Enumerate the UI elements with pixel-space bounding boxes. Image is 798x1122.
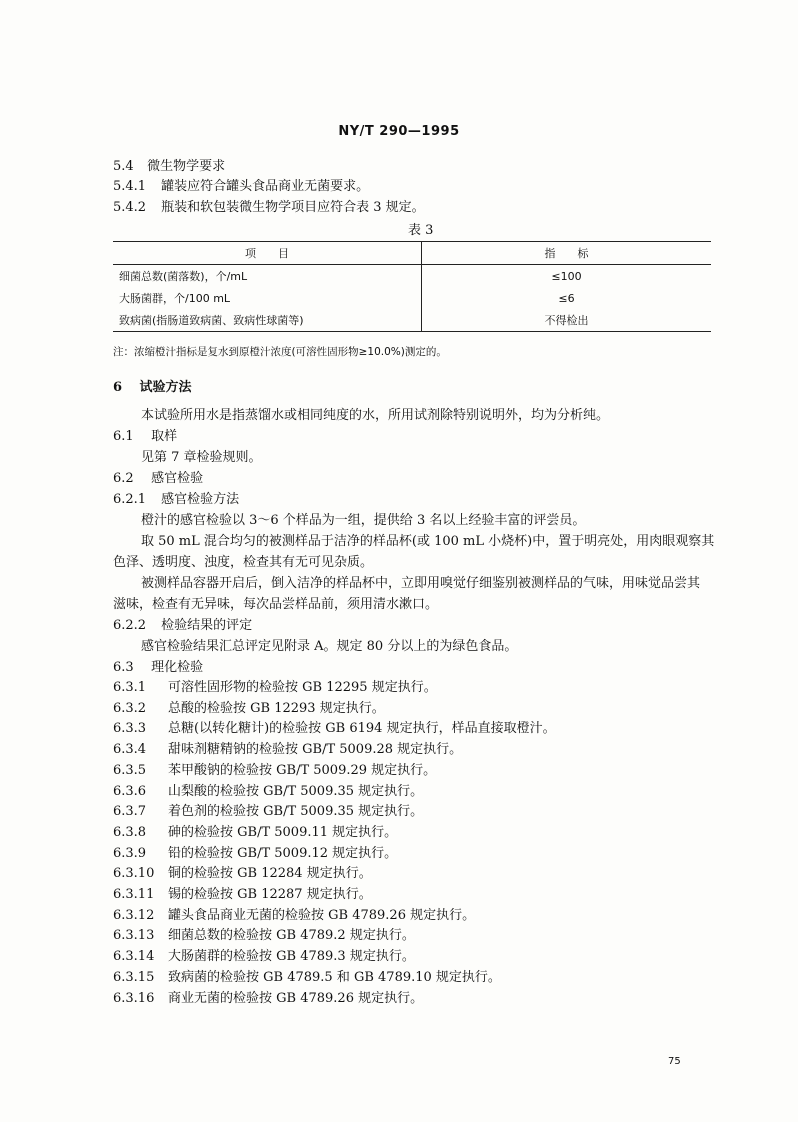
section-title: 检验结果的评定 xyxy=(161,618,253,633)
table-row xyxy=(113,287,711,309)
paragraph: 本试验所用水是指蒸馏水或相同纯度的水，所用试剂除特别说明外，均为分析纯。 xyxy=(141,408,610,423)
paragraph: 被测样品容器开启后，倒入洁净的样品杯中，立即用嗅觉仔细鉴别被测样品的气味，用味觉品尝其 xyxy=(141,576,701,591)
list-item xyxy=(113,719,556,740)
section-5-4-1 xyxy=(113,177,369,197)
item-text: 苯甲酸钠的检验按 GB/T 5009.29 规定执行。 xyxy=(168,762,437,778)
item-number: 6.3.15 xyxy=(113,969,155,985)
section-number: 6.2 xyxy=(113,471,134,486)
item-number: 6.3.2 xyxy=(113,700,147,716)
section-6-2-1 xyxy=(113,490,239,510)
page-header: NY/T 290—1995 xyxy=(338,124,460,139)
test-method-list xyxy=(113,678,556,1009)
table-cell: ≤6 xyxy=(558,291,575,305)
table-note: 注：浓缩橙汁指标是复水到原橙汁浓度(可溶性固形物≥10.0%)测定的。 xyxy=(113,346,447,358)
list-item xyxy=(113,844,556,865)
item-text: 可溶性固形物的检验按 GB 12295 规定执行。 xyxy=(168,680,437,695)
header-index: 指 标 xyxy=(422,242,712,265)
section-5-4-2 xyxy=(113,198,425,218)
paragraph: 见第 7 章检验规则。 xyxy=(141,450,262,465)
microbiology-table xyxy=(113,241,711,332)
item-number: 6.3.6 xyxy=(113,783,147,799)
item-text: 砷的检验按 GB/T 5009.11 规定执行。 xyxy=(168,824,398,840)
table-cell: 细菌总数(菌落数)，个/mL xyxy=(113,265,422,288)
section-6-1 xyxy=(113,427,177,447)
section-text: 罐装应符合罐头食品商业无菌要求。 xyxy=(161,179,370,194)
section-6 xyxy=(113,378,192,398)
section-title: 试验方法 xyxy=(139,380,192,395)
section-text: 瓶装和软包装微生物学项目应符合表 3 规定。 xyxy=(161,200,425,215)
paragraph: 取 50 mL 混合均匀的被测样品于洁净的样品杯(或 100 mL 小烧杯)中，置于明亮处，用肉眼观察其 xyxy=(141,534,715,549)
section-number: 6.2.2 xyxy=(113,618,147,633)
list-item xyxy=(113,782,556,803)
section-number: 5.4.1 xyxy=(113,179,147,194)
item-number: 6.3.3 xyxy=(113,721,147,737)
item-text: 致病菌的检验按 GB 4789.5 和 GB 4789.10 规定执行。 xyxy=(168,969,501,985)
table-cell: 不得检出 xyxy=(422,309,712,332)
list-item xyxy=(113,926,556,947)
item-number: 6.3.1 xyxy=(113,680,147,695)
list-item xyxy=(113,864,556,885)
section-6-3 xyxy=(113,658,203,678)
item-number: 6.3.14 xyxy=(113,949,155,965)
list-item xyxy=(113,885,556,906)
paragraph-continued: 色泽、透明度、浊度，检查其有无可见杂质。 xyxy=(113,555,374,570)
item-text: 总酸的检验按 GB 12293 规定执行。 xyxy=(168,700,385,716)
list-item xyxy=(113,740,556,761)
item-number: 6.3.7 xyxy=(113,804,147,820)
item-number: 6.3.8 xyxy=(113,824,147,840)
section-number: 5.4.2 xyxy=(113,200,147,215)
section-title: 感官检验方法 xyxy=(161,492,240,507)
list-item xyxy=(113,906,556,927)
section-5-4 xyxy=(113,157,225,177)
section-title: 取样 xyxy=(151,429,178,444)
table-cell: 大肠菌群，个/100 mL xyxy=(113,287,422,309)
table-cell: ≤100 xyxy=(551,269,582,283)
item-text: 商业无菌的检验按 GB 4789.26 规定执行。 xyxy=(168,990,424,1006)
item-number: 6.3.12 xyxy=(113,907,155,923)
item-number: 6.3.11 xyxy=(113,887,155,903)
section-number: 6.1 xyxy=(113,429,134,444)
paragraph: 橙汁的感官检验以 3～6 个样品为一组，提供给 3 名以上经验丰富的评尝员。 xyxy=(141,513,586,528)
list-item xyxy=(113,968,556,989)
item-text: 铜的检验按 GB 12284 规定执行。 xyxy=(168,866,372,882)
item-text: 着色剂的检验按 GB/T 5009.35 规定执行。 xyxy=(168,804,424,820)
item-text: 细菌总数的检验按 GB 4789.2 规定执行。 xyxy=(168,928,415,944)
section-number: 6.2.1 xyxy=(113,492,147,507)
list-item xyxy=(113,678,556,699)
list-item xyxy=(113,989,556,1010)
page-number: 75 xyxy=(668,1056,681,1067)
list-item xyxy=(113,947,556,968)
section-title: 微生物学要求 xyxy=(147,159,226,174)
section-6-2-2 xyxy=(113,616,252,636)
table-header-row xyxy=(113,242,711,265)
item-text: 总糖(以转化糖计)的检验按 GB 6194 规定执行，样品直接取橙汁。 xyxy=(168,721,556,737)
table-cell: 致病菌(指肠道致病菌、致病性球菌等) xyxy=(113,309,422,332)
header-item: 项 目 xyxy=(113,242,422,265)
item-text: 罐头食品商业无菌的检验按 GB 4789.26 规定执行。 xyxy=(168,907,476,923)
section-number: 6 xyxy=(113,380,123,395)
list-item xyxy=(113,699,556,720)
item-text: 甜味剂糖精钠的检验按 GB/T 5009.28 规定执行。 xyxy=(168,742,463,758)
list-item xyxy=(113,761,556,782)
section-number: 6.3 xyxy=(113,660,134,675)
section-number: 5.4 xyxy=(113,159,134,174)
paragraph-continued: 滋味，检查有无异味，每次品尝样品前，须用清水漱口。 xyxy=(113,597,439,612)
list-item xyxy=(113,802,556,823)
table-row xyxy=(113,265,711,288)
item-number: 6.3.10 xyxy=(113,866,155,882)
section-title: 感官检验 xyxy=(151,471,204,486)
list-item xyxy=(113,823,556,844)
table-row xyxy=(113,309,711,332)
table-caption: 表 3 xyxy=(408,223,434,238)
item-number: 6.3.5 xyxy=(113,762,147,778)
item-text: 山梨酸的检验按 GB/T 5009.35 规定执行。 xyxy=(168,783,424,799)
item-number: 6.3.4 xyxy=(113,742,147,758)
item-text: 锡的检验按 GB 12287 规定执行。 xyxy=(168,887,372,903)
item-text: 铅的检验按 GB/T 5009.12 规定执行。 xyxy=(168,845,398,861)
section-title: 理化检验 xyxy=(151,660,204,675)
item-number: 6.3.9 xyxy=(113,845,147,861)
item-number: 6.3.16 xyxy=(113,990,155,1006)
paragraph: 感官检验结果汇总评定见附录 A。规定 80 分以上的为绿色食品。 xyxy=(141,639,518,654)
item-text: 大肠菌群的检验按 GB 4789.3 规定执行。 xyxy=(168,949,415,965)
section-6-2 xyxy=(113,469,203,489)
item-number: 6.3.13 xyxy=(113,928,155,944)
